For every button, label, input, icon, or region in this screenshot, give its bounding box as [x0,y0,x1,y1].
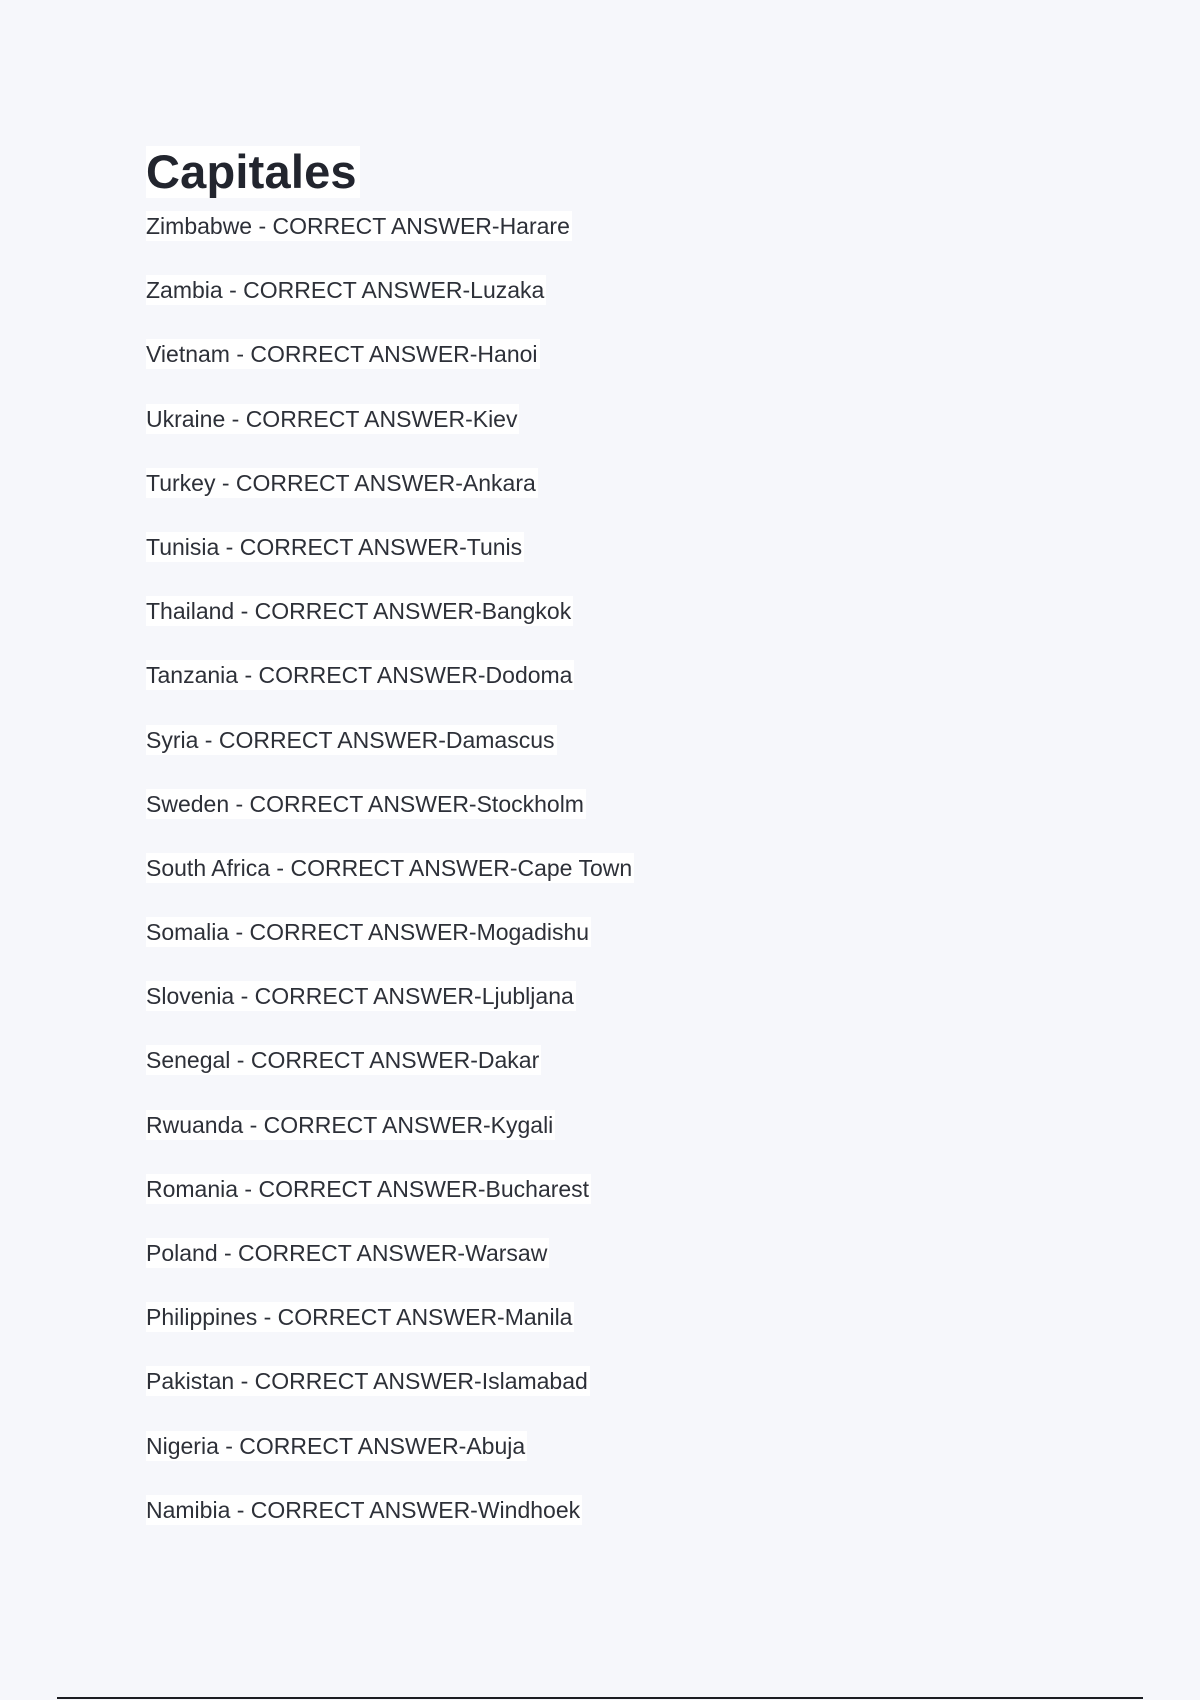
list-item [146,1495,634,1559]
entry-text: Syria - CORRECT ANSWER-Damascus [146,726,555,753]
entry-text: Turkey - CORRECT ANSWER-Ankara [146,469,536,496]
entry-text: Tunisia - CORRECT ANSWER-Tunis [146,533,523,560]
entry-text: Namibia - CORRECT ANSWER-Windhoek [146,1496,581,1523]
entry-text: Nigeria - CORRECT ANSWER-Abuja [146,1432,526,1459]
entry-text: Tanzania - CORRECT ANSWER-Dodoma [146,662,573,689]
entry-text: Zambia - CORRECT ANSWER-Luzaka [146,277,545,304]
list-item [146,660,634,724]
list-item [146,275,634,339]
entry-text: Somalia - CORRECT ANSWER-Mogadishu [146,919,590,946]
list-item [146,339,634,403]
list-item [146,1045,634,1109]
entry-text: Vietnam - CORRECT ANSWER-Hanoi [146,341,538,368]
entry-text: Sweden - CORRECT ANSWER-Stockholm [146,790,584,817]
entry-text: Rwuanda - CORRECT ANSWER-Kygali [146,1111,554,1138]
list-item [146,1431,634,1495]
entry-text: Romania - CORRECT ANSWER-Bucharest [146,1175,590,1202]
entry-text: Philippines - CORRECT ANSWER-Manila [146,1304,573,1331]
list-item [146,468,634,532]
page-title: Capitales [146,146,360,198]
list-item [146,789,634,853]
list-item [146,532,634,596]
list-item [146,1238,634,1302]
capitals-list [146,211,634,1559]
list-item [146,853,634,917]
list-item [146,596,634,660]
list-item [146,981,634,1045]
entry-text: Thailand - CORRECT ANSWER-Bangkok [146,598,572,625]
list-item [146,404,634,468]
entry-text: Slovenia - CORRECT ANSWER-Ljubljana [146,983,574,1010]
page-bottom-divider [57,1697,1143,1699]
entry-text: South Africa - CORRECT ANSWER-Cape Town [146,854,633,881]
list-item [146,1366,634,1430]
list-item [146,211,634,275]
entry-text: Senegal - CORRECT ANSWER-Dakar [146,1047,540,1074]
list-item [146,1302,634,1366]
list-item [146,1110,634,1174]
entry-text: Zimbabwe - CORRECT ANSWER-Harare [146,213,570,239]
list-item [146,725,634,789]
entry-text: Poland - CORRECT ANSWER-Warsaw [146,1240,548,1266]
entry-text: Pakistan - CORRECT ANSWER-Islamabad [146,1368,588,1395]
entry-text: Ukraine - CORRECT ANSWER-Kiev [146,405,518,432]
list-item [146,1174,634,1238]
list-item [146,917,634,981]
